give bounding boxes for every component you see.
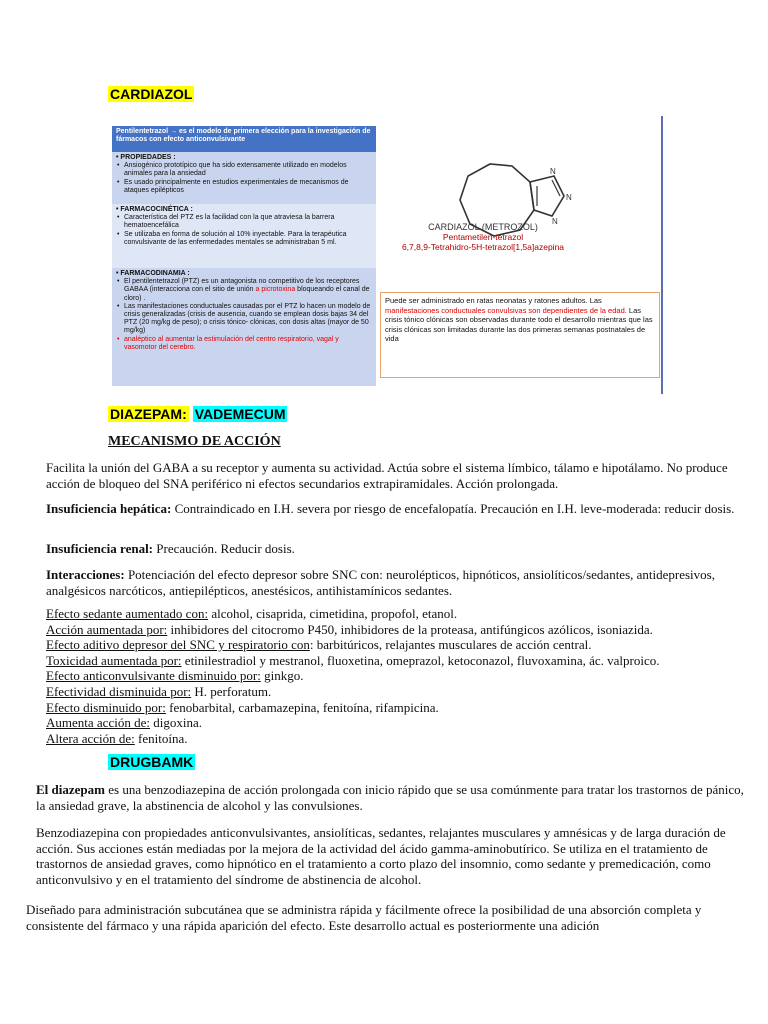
list-item: Efecto disminuido por: fenobarbital, carbamazepina, fenitoína, rifampicina. <box>46 699 439 715</box>
atom-label: N <box>566 193 572 202</box>
figure-bullet: • El pentilentetrazol (PTZ) es un antagonista no competitivo de los receptores GABAA (interacciona con el sitio de unión a picrotoxina bloqueando el canal de cloro) . <box>116 278 372 303</box>
figure-bullet: • Característica del PTZ es la facilidad con la que atraviesa la barrera hematoencefálica <box>116 214 372 230</box>
interaction-list <box>46 606 746 746</box>
list-item: Aumenta acción de: digoxina. <box>46 715 202 731</box>
figure-section-farmacodinamia: • FARMACODINAMIA : • El pentilentetrazol (PTZ) es un antagonista no competitivo de los receptores GABAA (interacciona con el sitio de unión a picrotoxina bloqueando el canal de cloro) . • Las manifestaciones conductuales causadas por el PTZ lo hacen un modelo de crisis generalizadas (crisis de ausencia, cuando se emplean dosis bajas 34 del PTZ (20 mg/kg de peso); o crisis tónico- clónicas, con dosis altas (mayor de 50 mg/kg) • analéptico al aumentar la estimulación del centro respiratorio, vagal y vasomotor del cerebro. <box>112 268 376 386</box>
list-item: Acción aumentada por: inhibidores del citocromo P450, inhibidores de la proteasa, antifúngicos azólicos, isoniazida. <box>46 621 653 637</box>
diazepam-heading: DIAZEPAM: VADEMECUM <box>110 406 286 422</box>
drugbank-paragraph-1: El diazepam es una benzodiazepina de acción prolongada con inicio rápido que se usa comúnmente para tratar los trastornos de pánico, la ansiedad grave, la abstinencia de alcohol y las convulsiones. <box>36 782 744 813</box>
cardiazol-figure <box>112 116 664 394</box>
drugbank-heading: DRUGBAMK <box>110 754 194 770</box>
figure-bullet: • Se utilizaba en forma de solución al 10% inyectable. Para la terapéutica convulsivante de las enfermedades mentales se administraban 5 ml. <box>116 231 372 247</box>
list-item: Efecto sedante aumentado con: alcohol, cisaprida, cimetidina, propofol, etanol. <box>46 606 458 621</box>
atom-label: N <box>552 217 558 226</box>
cardiazol-title: CARDIAZOL <box>110 86 193 102</box>
atom-label: N <box>550 167 556 176</box>
mecanismo-paragraph: Facilita la unión del GABA a su receptor y aumenta su actividad. Actúa sobre el sistema límbico, tálamo e hipotálamo. No produce acción de bloqueo del SNA periférico ni efectos secundarios extrapiramidales. Acción prolongada. <box>46 460 728 491</box>
figure-section-farmacocinetica: • FARMACOCINÉTICA : • Característica del PTZ es la facilidad con la que atraviesa la barrera hematoencefálica • Se utilizaba en forma de solución al 10% inyectable. Para la terapéutica convulsivante de las enfermedades mentales se administraban 5 ml. <box>112 204 376 268</box>
list-item: Efectividad disminuida por: H. perforatum. <box>46 683 272 699</box>
structure-caption: CARDIAZOL (METROZOL) Pentametilen-tetrazol 6,7,8,9-Tetrahidro-5H-tetrazol[1,5a]azepina <box>401 222 565 252</box>
list-item: Altera acción de: fenitoína. <box>46 730 188 746</box>
renal-paragraph: Insuficiencia renal: Precaución. Reducir dosis. <box>46 541 295 556</box>
interacciones-paragraph: Interacciones: Potenciación del efecto depresor sobre SNC con: neurolépticos, hipnóticos, ansiolíticos/sedantes, antidepresivos, analgésicos narcóticos, antiepilépticos, anestésicos, antihistamínicos sedantes. <box>46 567 715 598</box>
list-item: Efecto aditivo depresor del SNC y respiratorio con: barbitúricos, relajantes musculares de acción central. <box>46 637 592 653</box>
figure-header: Pentilentetrazol → es el modelo de primera elección para la investigación de fármacos con efecto anticonvulsivante <box>112 126 376 152</box>
final-paragraph: Diseñado para administración subcutánea que se administra rápida y fácilmente ofrece la posibilidad de una absorción completa y consistente del fármaco y una rápida aparición del efecto. Este desarrollo actual es posteriormente una adición <box>26 902 702 933</box>
figure-border <box>661 116 663 394</box>
hepatica-paragraph: Insuficiencia hepática: Contraindicado en I.H. severa por riesgo de encefalopatía. Precaución en I.H. leve-moderada: reducir dosis. <box>46 501 735 516</box>
figure-bullet: • Ansiogénico prototípico que ha sido extensamente utilizado en modelos animales para la ansiedad <box>116 162 372 178</box>
figure-bullet: • Es usado principalmente en estudios experimentales de mecanismos de ataques epilépticos <box>116 179 372 195</box>
figure-bullet: • analéptico al aumentar la estimulación del centro respiratorio, vagal y vasomotor del cerebro. <box>116 336 372 352</box>
figure-section-propiedades: • PROPIEDADES : • Ansiogénico prototípico que ha sido extensamente utilizado en modelos animales para la ansiedad • Es usado principalmente en estudios experimentales de mecanismos de ataques epilépticos <box>112 152 376 204</box>
figure-info-panel <box>112 126 376 388</box>
list-item: Toxicidad aumentada por: etinilestradiol y mestranol, fluoxetina, omeprazol, ketoconazol, fluvoxamina, ác. valproico. <box>46 652 660 668</box>
mecanismo-heading: MECANISMO DE ACCIÓN <box>108 434 281 449</box>
drugbank-paragraph-2: Benzodiazepina con propiedades anticonvulsivantes, ansiolíticas, sedantes, relajantes musculares y amnésicas y de larga duración de acción. Sus acciones están mediadas por la mejora de la actividad del ácido gamma-aminobutírico. Se utiliza en el tratamiento de trastornos de ansiedad graves, como hipnótico en el tratamiento a corto plazo del insomnio, como sedante y premedicación, como anticonvulsivo y en el tratamiento del síndrome de abstinencia de alcohol. <box>36 825 726 887</box>
metrazol-structure-diagram <box>442 126 622 276</box>
list-item: Efecto anticonvulsivante disminuido por: ginkgo. <box>46 668 304 684</box>
figure-note-box: Puede ser administrado en ratas neonatas y ratones adultos. Las manifestaciones conductuales convulsivas son dependientes de la edad. Las crisis tónico clónicas son observadas durante todo el desarrollo mientras que las crisis clónicas son limitadas durante las dos primeras semanas postnatales de vida <box>380 292 660 378</box>
figure-bullet: • Las manifestaciones conductuales causadas por el PTZ lo hacen un modelo de crisis generalizadas (crisis de ausencia, cuando se emplean dosis bajas 34 del PTZ (20 mg/kg de peso); o crisis tónico- clónicas, con dosis altas (mayor de 50 mg/kg) <box>116 303 372 336</box>
